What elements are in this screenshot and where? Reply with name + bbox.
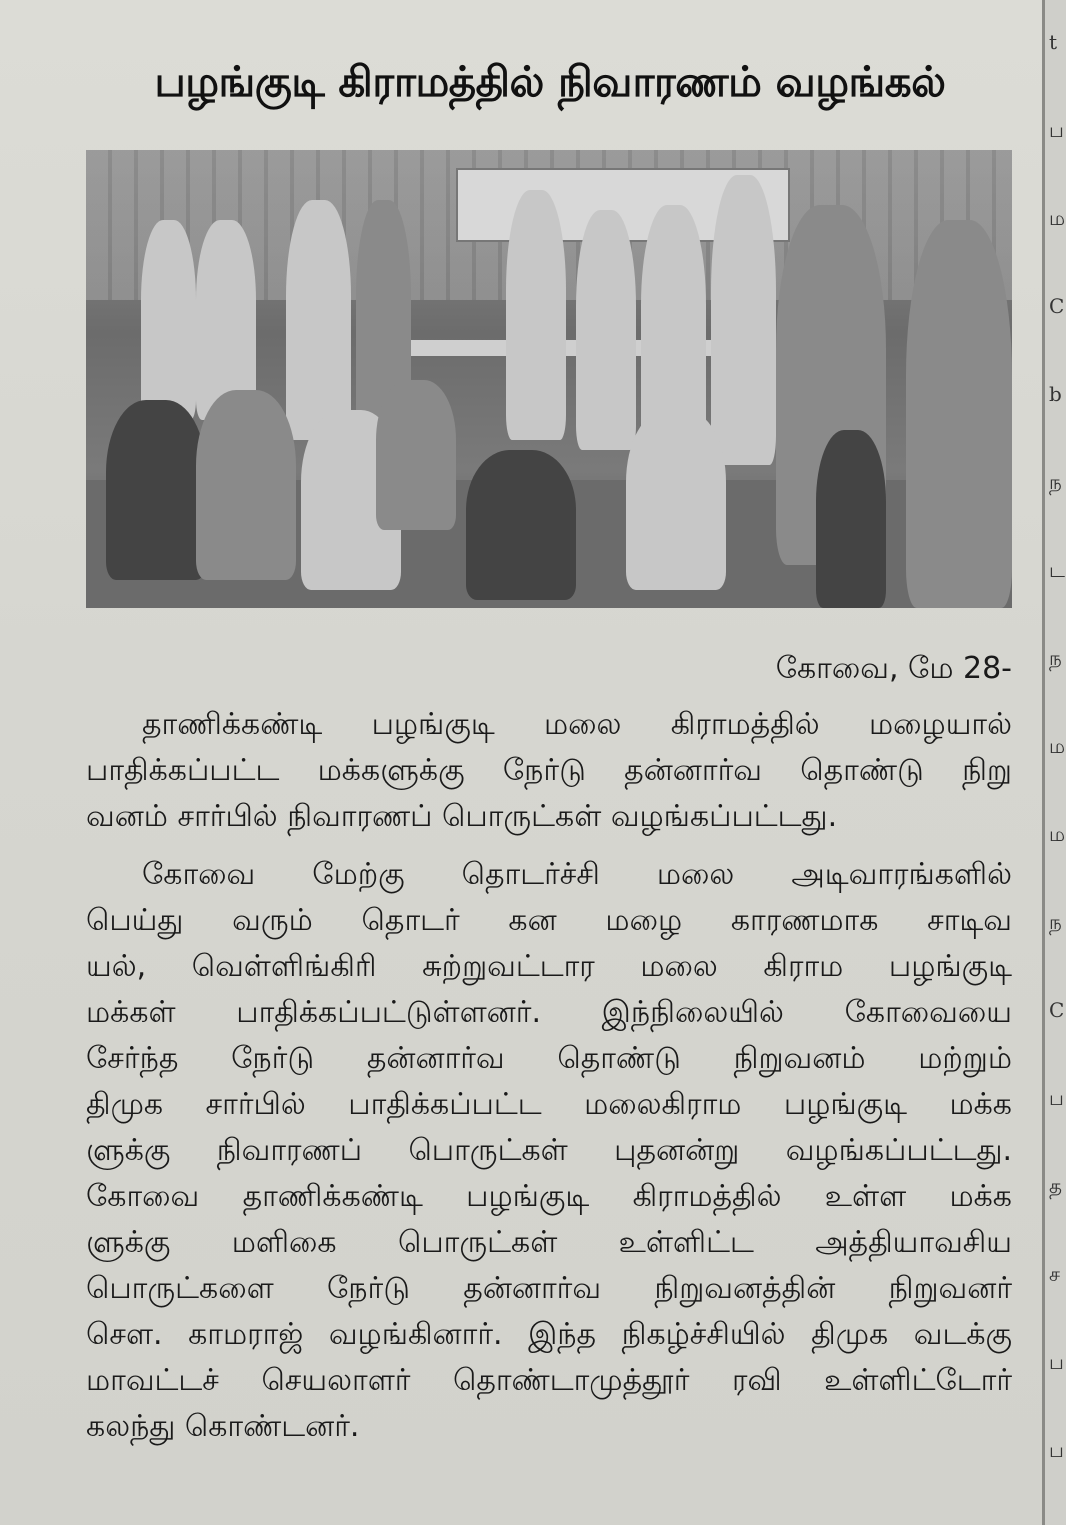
- photo-person-seated: [106, 400, 206, 580]
- adjacent-column-glyph: t: [1049, 30, 1058, 54]
- article-text-line: மாவட்டச் செயலாளர் தொண்டாமுத்தூர் ரவி உள்ளிட்டோர்: [86, 1363, 1012, 1398]
- photo-person: [711, 175, 776, 465]
- adjacent-column-glyph: ந: [1049, 470, 1062, 494]
- adjacent-column-glyph: ந: [1049, 910, 1062, 934]
- article-text-line: தாணிக்கண்டி பழங்குடி மலை கிராமத்தில் மழையால்: [142, 707, 1012, 742]
- adjacent-column-glyph: C: [1049, 294, 1065, 318]
- article-text-line: யல், வெள்ளிங்கிரி சுற்றுவட்டார மலை கிராம பழங்குடி: [86, 949, 1012, 984]
- photo-person-seated: [626, 410, 726, 590]
- article-text-line: கோவை மேற்கு தொடர்ச்சி மலை அடிவாரங்களில்: [142, 857, 1012, 892]
- adjacent-column-glyph: b: [1049, 382, 1062, 406]
- article-text-line: திமுக சார்பில் பாதிக்கப்பட்ட மலைகிராம பழங்குடி மக்க: [86, 1087, 1012, 1122]
- article-text-line: சேர்ந்த நேர்டு தன்னார்வ தொண்டு நிறுவனம் மற்றும்: [86, 1041, 1012, 1076]
- adjacent-column-edge: [1045, 0, 1066, 1525]
- adjacent-column-glyph: ச: [1049, 1262, 1061, 1286]
- adjacent-column-glyph: ம: [1049, 734, 1066, 758]
- article-text-line: பெய்து வரும் தொடர் கன மழை காரணமாக சாடிவ: [86, 903, 1012, 938]
- adjacent-column-glyph: ட: [1049, 558, 1065, 582]
- adjacent-column-glyph: C: [1049, 998, 1065, 1022]
- article-text-line: ளுக்கு நிவாரணப் பொருட்கள் புதனன்று வழங்கப்பட்டது.: [86, 1133, 1012, 1168]
- article-text-line: பாதிக்கப்பட்ட மக்களுக்கு நேர்டு தன்னார்வ தொண்டு நிறு: [86, 753, 1012, 788]
- article-text-line: கலந்து கொண்டனர்.: [86, 1409, 360, 1444]
- photo-person: [286, 200, 351, 440]
- article-headline: பழங்குடி கிராமத்தில் நிவாரணம் வழங்கல்: [154, 57, 946, 106]
- adjacent-column-glyph: ப: [1049, 118, 1064, 142]
- adjacent-column-glyph: ம: [1049, 822, 1066, 846]
- photo-person: [141, 220, 196, 420]
- article-text-line: வனம் சார்பில் நிவாரணப் பொருட்கள் வழங்கப்பட்டது.: [86, 799, 838, 834]
- adjacent-column-glyph: ப: [1049, 1086, 1064, 1110]
- article-text-line: பொருட்களை நேர்டு தன்னார்வ நிறுவனத்தின் நிறுவனர்: [86, 1271, 1012, 1306]
- adjacent-column-glyph: ந: [1049, 646, 1062, 670]
- photo-person: [506, 190, 566, 440]
- article-text-line: மக்கள் பாதிக்கப்பட்டுள்ளனர். இந்நிலையில் கோவையை: [86, 995, 1012, 1030]
- article-dateline: கோவை, மே 28-: [775, 651, 1012, 686]
- article-text-line: ளுக்கு மளிகை பொருட்கள் உள்ளிட்ட அத்தியாவசிய: [86, 1225, 1012, 1260]
- article-photo: [86, 150, 1012, 608]
- photo-child: [816, 430, 886, 608]
- photo-person-seated: [376, 380, 456, 530]
- article-paragraph-2: [86, 852, 1012, 1450]
- adjacent-column-glyph: ப: [1049, 1350, 1064, 1374]
- adjacent-column-glyph: த: [1049, 1174, 1063, 1198]
- article-text-line: செள. காமராஜ் வழங்கினார். இந்த நிகழ்ச்சியில் திமுக வடக்கு: [86, 1317, 1012, 1352]
- adjacent-column-glyph: ம: [1049, 206, 1066, 230]
- photo-person: [576, 210, 636, 450]
- photo-person: [906, 220, 1012, 608]
- adjacent-column-glyph: ப: [1049, 1438, 1064, 1462]
- article-paragraph-1: [86, 702, 1012, 840]
- article-text-line: கோவை தாணிக்கண்டி பழங்குடி கிராமத்தில் உள்ள மக்க: [86, 1179, 1012, 1214]
- photo-person-seated: [196, 390, 296, 580]
- photo-person-seated: [466, 450, 576, 600]
